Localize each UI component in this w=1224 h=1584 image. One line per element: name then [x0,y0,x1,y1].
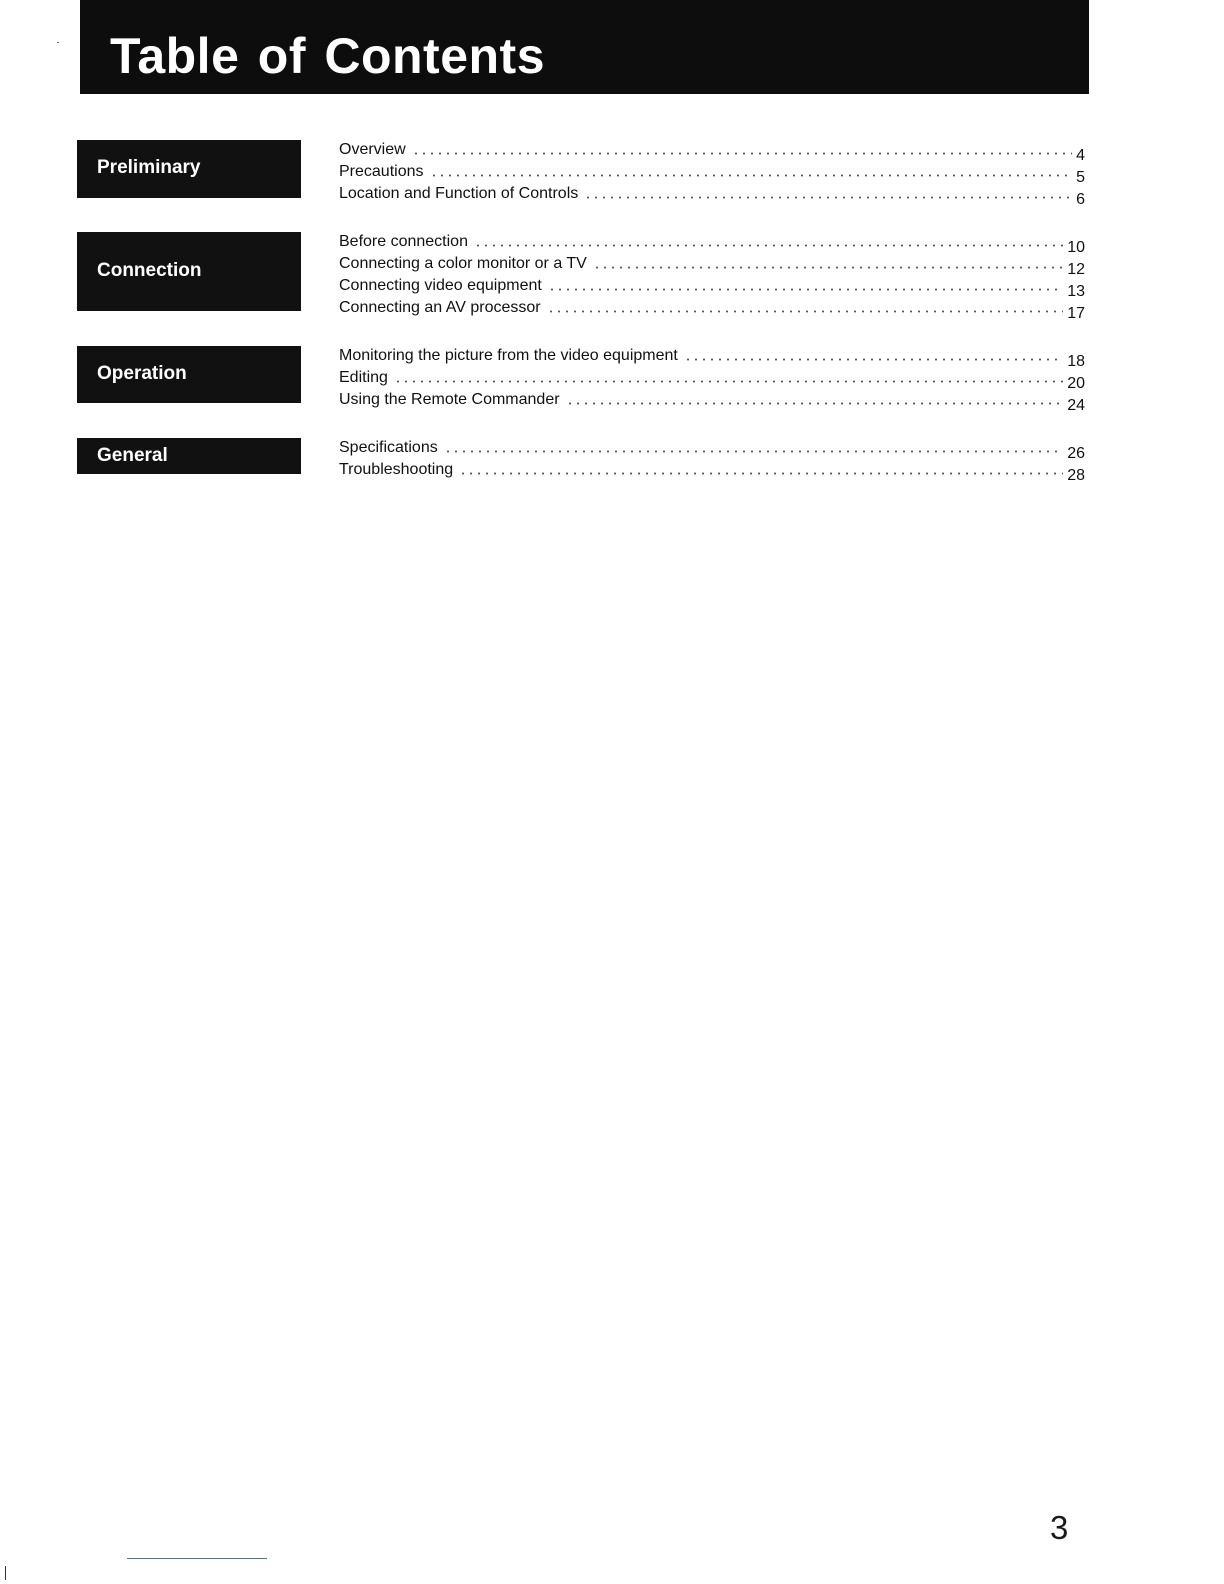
toc-group-connection [339,231,1085,322]
toc-entry-title: Location and Function of Controls [339,185,579,202]
toc-entry-page: 4 [1076,147,1085,164]
section-tab-operation[interactable] [77,346,301,403]
dot-leader [444,450,1063,453]
toc-entry-title: Connecting video equipment [339,277,542,294]
page-number: 3 [1050,1509,1069,1546]
toc-entry-title: Editing [339,369,388,386]
toc-entry[interactable] [339,161,1085,186]
toc-entry-page: 6 [1076,191,1085,208]
dot-leader [584,196,1072,199]
toc-group-preliminary [339,139,1085,208]
toc-entry-title: Precautions [339,163,424,180]
toc-entry-title: Specifications [339,439,438,456]
section-tab-label: General [97,445,168,466]
toc-entry-page: 28 [1067,467,1085,484]
section-tab-label: Preliminary [97,157,201,178]
section-tab-general[interactable] [77,438,301,474]
dot-leader [394,380,1063,383]
dot-leader [684,358,1063,361]
dot-leader [412,152,1072,155]
toc-entry-page: 13 [1067,283,1085,300]
toc-entry[interactable] [339,345,1085,370]
toc-entry[interactable] [339,297,1085,322]
section-tab-label: Operation [97,363,187,384]
toc-entry-title: Monitoring the picture from the video equipment [339,347,678,364]
toc-entry-page: 18 [1067,353,1085,370]
page-title: Table of Contents [110,28,546,84]
dot-leader [593,266,1063,269]
toc-entry[interactable] [339,275,1085,300]
dot-leader [547,310,1064,313]
toc-group-operation [339,345,1085,414]
dot-leader [566,402,1064,405]
toc-entry[interactable] [339,231,1085,256]
scan-edge-mark [5,1566,6,1580]
toc-entry[interactable] [339,437,1085,462]
footer-rule [127,1558,267,1559]
toc-entry-page: 12 [1067,261,1085,278]
toc-entry-title: Using the Remote Commander [339,391,560,408]
toc-entry-page: 20 [1067,375,1085,392]
toc-entry[interactable] [339,367,1085,392]
toc-entry[interactable] [339,253,1085,278]
section-tab-preliminary[interactable] [77,140,301,198]
toc-entry-page: 26 [1067,445,1085,462]
section-tab-connection[interactable] [77,232,301,311]
toc-entry[interactable] [339,459,1085,484]
title-banner [80,0,1089,94]
toc-entry-title: Connecting an AV processor [339,299,541,316]
toc-entry[interactable] [339,183,1085,208]
toc-entry-title: Overview [339,141,406,158]
dot-leader [459,472,1063,475]
toc-group-general [339,437,1085,484]
toc-entry-page: 17 [1067,305,1085,322]
dot-leader [474,244,1063,247]
section-tab-label: Connection [97,260,202,281]
scan-speck [57,42,59,43]
toc-entry-page: 5 [1076,169,1085,186]
toc-entry-title: Connecting a color monitor or a TV [339,255,587,272]
toc-entry-title: Before connection [339,233,468,250]
toc-entry-page: 24 [1067,397,1085,414]
dot-leader [430,174,1073,177]
toc-entry-page: 10 [1067,239,1085,256]
toc-entry[interactable] [339,389,1085,414]
dot-leader [548,288,1063,291]
toc-entry-title: Troubleshooting [339,461,454,478]
toc-entry[interactable] [339,139,1085,164]
